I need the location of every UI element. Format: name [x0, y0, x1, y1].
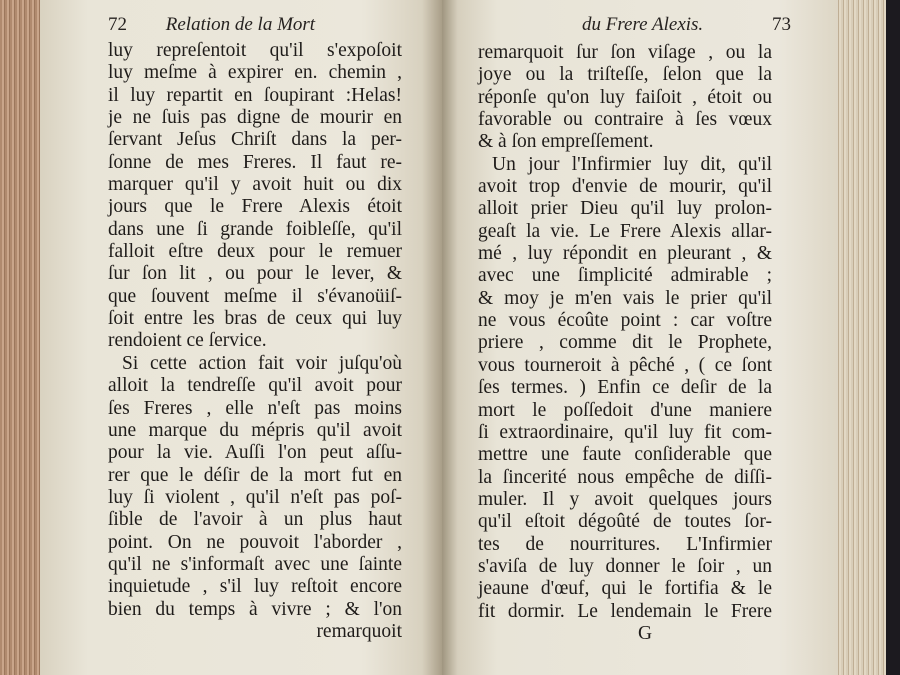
text-line: mort le poſſedoit d'une maniere	[478, 399, 772, 421]
text-line: bien du temps à vivre ; & l'on	[108, 598, 402, 620]
text-line: ſes termes. ) Enfin ce deſir de la	[478, 377, 772, 399]
text-line: & moy je m'en vais le prier qu'il	[478, 287, 772, 309]
text-line: fit dormir. Le lendemain le Frere	[478, 600, 772, 622]
text-line: luy repreſentoit qu'il s'expoſoit	[108, 40, 402, 61]
text-line: ſur ſon lit , ou pour le lever, &	[108, 263, 402, 285]
text-line: rer que le déſir de la mort fut en	[108, 464, 402, 486]
text-line: avec une ſimplicité admirable ;	[478, 265, 772, 287]
text-line: inquietude , s'il luy reſtoit encore	[108, 576, 402, 598]
text-line: je ne ſuis pas digne de mourir en	[108, 107, 402, 129]
text-line: alloit prier Dieu qu'il luy prolon-	[478, 198, 772, 220]
right-page	[442, 0, 838, 675]
text-line: Si cette action fait voir juſqu'où	[122, 352, 402, 374]
left-page-header	[108, 14, 315, 36]
text-line: ſible de l'avoir à un plus haut	[108, 509, 402, 531]
text-line: remarquoit ſur ſon viſage , ou la	[478, 42, 772, 63]
text-line: ſoit entre les bras de ceux qui luy	[108, 308, 402, 330]
signature-mark: G	[638, 622, 653, 644]
text-line: la ſincerité nous empêche de diſſi-	[478, 466, 772, 488]
text-line: que ſouvent meſme il s'évanoüiſ-	[108, 285, 402, 307]
right-text-column	[478, 42, 772, 645]
left-text-column	[108, 40, 402, 643]
text-line: marquer qu'il y avoit huit ou dix	[108, 174, 402, 196]
text-line: luy meſme à expirer en. chemin ,	[108, 62, 402, 84]
text-line: favorable ou contraire à ſes vœux	[478, 109, 772, 131]
text-line: ſi extraordinaire, qu'il luy fit com-	[478, 421, 772, 443]
text-line: alloit la tendreſſe qu'il avoit pour	[108, 375, 402, 397]
text-line: ſervant Jeſus Chriſt dans la per-	[108, 129, 402, 151]
text-line: pour la vie. Auſſi l'on peut aſſu-	[108, 442, 402, 464]
text-line: tes de nourritures. L'Infirmier	[478, 533, 772, 555]
text-line: Un jour l'Infirmier luy dit, qu'il	[492, 153, 772, 175]
page-number: 72	[108, 14, 127, 35]
text-line: rendoient ce ſervice.	[108, 330, 267, 352]
text-line: joye ou la triſteſſe, ſelon que la	[478, 64, 772, 86]
text-line: muler. Il y avoit quelques jours	[478, 488, 772, 510]
text-line: mettre une faute conſiderable que	[478, 444, 772, 466]
text-line: jeaune d'œuf, qui le fortifia & le	[478, 578, 772, 600]
text-line: point. On ne pouvoit l'aborder ,	[108, 531, 402, 553]
text-line: ne vous écoûte point : car voſtre	[478, 310, 772, 332]
page-number: 73	[771, 14, 791, 35]
text-line: vous tourneroit à pêché , ( ce ſont	[478, 354, 772, 376]
text-line: geaſt la vie. Le Frere Alexis allar-	[478, 220, 772, 242]
text-line: mé , luy répondit en pleurant , &	[478, 243, 772, 265]
text-line: & à ſon empreſſement.	[478, 131, 654, 153]
text-line: ſonne de mes Freres. Il faut re-	[108, 151, 402, 173]
text-line: remarquoit	[316, 620, 402, 642]
running-head: Relation de la Mort	[165, 14, 316, 35]
text-line: réponſe qu'on luy faiſoit , étoit ou	[478, 86, 772, 108]
text-line: falloit eſtre deux pour le remuer	[108, 241, 402, 263]
text-line: avoit trop d'envie de mourir, qu'il	[478, 176, 772, 198]
text-line: priere , comme dit le Prophete,	[478, 332, 772, 354]
text-line: dans une ſi grande foibleſſe, qu'il	[108, 218, 402, 240]
left-page	[40, 0, 442, 675]
text-line: il luy repartit en ſoupirant :Helas!	[108, 84, 402, 106]
right-page-header	[582, 14, 791, 36]
text-line: une marque du mépris qu'il avoit	[108, 419, 402, 441]
text-line: s'aviſa de luy donner le ſoir , un	[478, 555, 772, 577]
text-line: jours que le Frere Alexis étoit	[108, 196, 402, 218]
text-line: qu'il ne s'informaſt avec une ſainte	[108, 553, 402, 575]
text-line: ſes Freres , elle n'eſt pas moins	[108, 397, 402, 419]
background	[886, 0, 900, 675]
text-line: luy ſi violent , qu'il n'eſt pas poſ-	[108, 486, 402, 508]
running-head: du Frere Alexis.	[582, 14, 704, 35]
text-line: qu'il eſtoit dégoûté de toutes ſor-	[478, 511, 772, 533]
book-edge-right	[836, 0, 886, 675]
